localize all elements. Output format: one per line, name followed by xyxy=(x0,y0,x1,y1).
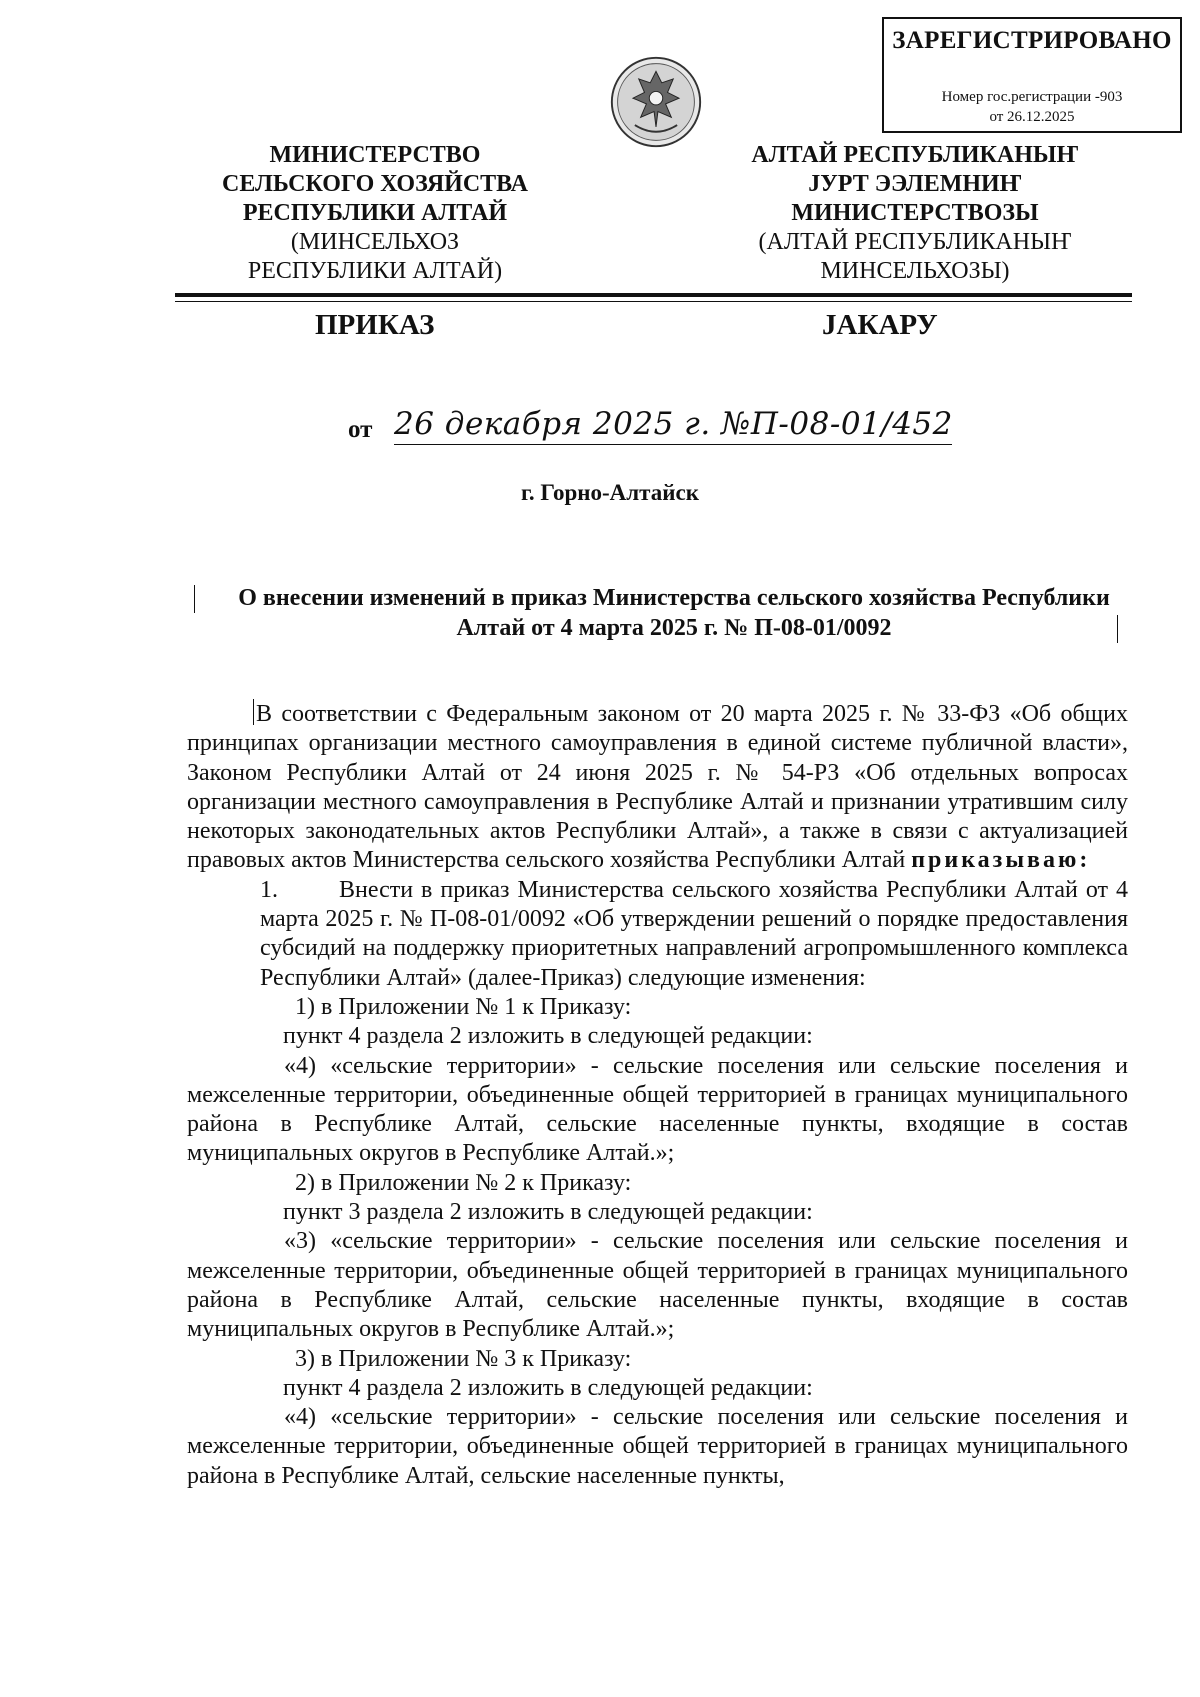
org-right-line-3: МИНИСТЕРСТВОЗЫ xyxy=(791,200,1039,226)
org-left-line-2: СЕЛЬСКОГО ХОЗЯЙСТВА xyxy=(221,171,529,197)
sub-item-3: 3) в Приложении № 3 к Приказу: xyxy=(295,1345,632,1372)
org-right-line-1: АЛТАЙ РЕСПУБЛИКАНЫҤ xyxy=(751,142,1079,168)
sub-item-3-point: пункт 4 раздела 2 изложить в следующей редакции: xyxy=(283,1374,813,1401)
org-left-line-4: (МИНСЕЛЬХОЗ xyxy=(290,229,460,255)
org-right-line-2: ЈУРТ ЭЭЛЕМНИҤ xyxy=(808,171,1022,197)
item-1-text: Внести в приказ Министерства сельского хозяйства Республики Алтай от 4 марта 2025 г. № П-08-01/0092 «Об утверждении решений о порядке предоставления субсидий на поддержку приоритетных направлений агропромышленного комплекса Республики Алтай» (далее-Приказ) следующие изменения: xyxy=(260,876,1128,991)
sub-item-3-text: «4) «сельские территории» - сельские поселения или сельские поселения и межселенные территории, объединенные общей территорией в границах муниципального района в Республике Алтай, сельские населенные пункты, xyxy=(187,1404,1128,1489)
sub-item-2: 2) в Приложении № 2 к Приказу: xyxy=(295,1169,632,1196)
registration-stamp xyxy=(882,17,1182,133)
sub-item-2-point: пункт 3 раздела 2 изложить в следующей редакции: xyxy=(283,1199,813,1226)
sub-item-1: 1) в Приложении № 1 к Приказу: xyxy=(295,993,632,1020)
coat-of-arms-icon xyxy=(608,54,704,150)
order-title-altai: ЈАКАРУ xyxy=(822,309,938,341)
stamp-reg-date: от 26.12.2025 xyxy=(989,109,1075,125)
order-body xyxy=(187,699,1128,1491)
sub-item-2-text: «3) «сельские территории» - сельские поселения или сельские поселения и межселенные территории, объединенные общей территорией в границах муниципального района в Республике Алтай, сельские населенные пункты, входящие в состав муниципальных округов в Республике Алтай.»; xyxy=(187,1228,1128,1343)
org-left-line-5: РЕСПУБЛИКИ АЛТАЙ) xyxy=(247,258,503,284)
city-line: г. Горно-Алтайск xyxy=(521,480,699,505)
item-1-number: 1. xyxy=(260,876,278,903)
sub-item-1-point: пункт 4 раздела 2 изложить в следующей редакции: xyxy=(283,1023,813,1050)
ministry-name-altai xyxy=(735,141,1095,286)
subject-bracket-right xyxy=(1117,615,1118,643)
stamp-reg-number: Номер гос.регистрации -903 xyxy=(941,89,1123,105)
preamble-paragraph xyxy=(187,699,1128,876)
order-word: приказываю: xyxy=(911,847,1091,874)
order-subject xyxy=(194,583,1154,643)
subject-line-1: О внесении изменений в приказ Министерства сельского хозяйства Республики xyxy=(238,585,1110,611)
header-divider-thick xyxy=(175,293,1132,297)
org-right-line-4: (АЛТАЙ РЕСПУБЛИКАНЫҤ xyxy=(758,229,1072,255)
subject-line-2: Алтай от 4 марта 2025 г. № П-08-01/0092 xyxy=(456,615,892,641)
dateline-prefix: от xyxy=(348,416,373,443)
subject-bracket-left xyxy=(194,585,195,613)
org-left-line-3: РЕСПУБЛИКИ АЛТАЙ xyxy=(242,200,508,226)
paragraph-marker xyxy=(253,699,254,725)
org-left-line-1: МИНИСТЕРСТВО xyxy=(269,142,481,168)
item-1-paragraph xyxy=(187,876,1128,993)
ministry-name-russian xyxy=(195,141,555,286)
preamble-text: В соответствии с Федеральным законом от 20 марта 2025 г. № 33-ФЗ «Об общих принципах организации местного самоуправления в единой системе публичной власти», Законом Республики Алтай от 24 июня 2025 г. № 54-РЗ «Об отдельных вопросах организации местного самоуправления в Республике Алтай и признании утратившим силу некоторых законодательных актов Республики Алтай», а также в связи с актуализацией правовых актов Министерства сельского хозяйства Республики Алтай xyxy=(187,701,1128,874)
handwritten-date-number: 26 декабря 2025 г. №П-08-01/452 xyxy=(394,406,952,445)
sub-item-1-text: «4) «сельские территории» - сельские поселения или сельские поселения и межселенные территории, объединенные общей территорией в границах муниципального района в Республике Алтай, сельские населенные пункты, входящие в состав муниципальных округов в Республике Алтай.»; xyxy=(187,1052,1128,1167)
stamp-title: ЗАРЕГИСТРИРОВАНО xyxy=(892,27,1172,54)
order-title-russian: ПРИКАЗ xyxy=(315,309,435,341)
org-right-line-5: МИНСЕЛЬХОЗЫ) xyxy=(820,258,1010,284)
header-divider-thin xyxy=(175,301,1132,302)
